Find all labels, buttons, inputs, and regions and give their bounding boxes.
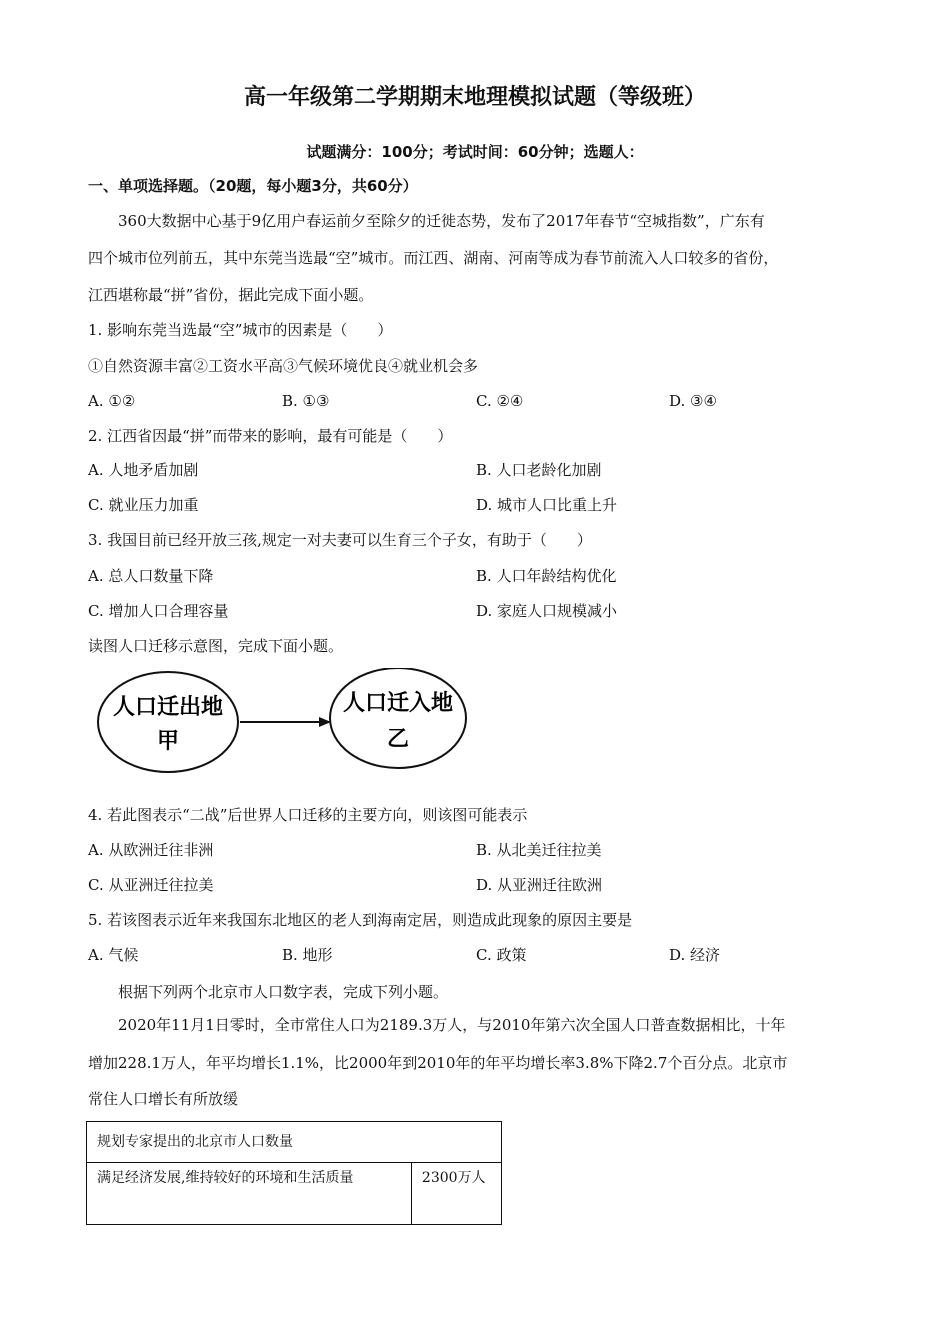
option-c: C. 从亚洲迁往拉美 <box>88 876 214 894</box>
option-b: B. 人口老龄化加剧 <box>476 461 602 479</box>
table-row-label: 满足经济发展,维持较好的环境和生活质量 <box>87 1163 412 1225</box>
question-4: 4. 若此图表示“二战”后世界人口迁移的主要方向，则该图可能表示 <box>88 806 528 824</box>
option-d: D. 家庭人口规模减小 <box>476 602 618 620</box>
question-3: 3. 我国目前已经开放三孩,规定一对夫妻可以生育三个子女，有助于（ ） <box>88 531 592 549</box>
passage-line: 2020年11月1日零时，全市常住人口为2189.3万人，与2010年第六次全国人口普查数据相比，十年 <box>118 1016 786 1034</box>
question-5: 5. 若该图表示近年来我国东北地区的老人到海南定居，则造成此现象的原因主要是 <box>88 911 633 929</box>
origin-ellipse <box>98 672 238 772</box>
origin-name: 甲 <box>156 729 180 754</box>
table-header: 规划专家提出的北京市人口数量 <box>87 1122 502 1163</box>
section-heading: 一、单项选择题。（20题，每小题3分，共60分） <box>88 177 418 195</box>
migration-diagram <box>95 668 475 778</box>
option-a: A. 总人口数量下降 <box>88 567 214 585</box>
passage-line: 常住人口增长有所放缓 <box>88 1090 239 1108</box>
passage-line: 江西堪称最“拼”省份，据此完成下面小题。 <box>88 286 374 304</box>
passage-line: 增加228.1万人，年平均增长1.1%，比2000年到2010年的年平均增长率3.8%下降2.7个百分点。北京市 <box>88 1054 788 1072</box>
table-row-value: 2300万人 <box>411 1163 501 1225</box>
option-b: B. 地形 <box>282 946 333 964</box>
passage-line: 360大数据中心基于9亿用户春运前夕至除夕的迁徙态势，发布了2017年春节“空城指数”，广东有 <box>118 212 765 230</box>
option-d: D. 城市人口比重上升 <box>476 496 618 514</box>
table-intro: 根据下列两个北京市人口数字表，完成下列小题。 <box>118 983 449 1001</box>
option-c: C. 政策 <box>476 946 527 964</box>
destination-label: 人口迁入地 <box>342 691 454 716</box>
option-a: A. 气候 <box>88 946 139 964</box>
option-b: B. ①③ <box>282 392 330 410</box>
option-b: B. 从北美迁往拉美 <box>476 841 602 859</box>
passage-line: 四个城市位列前五，其中东莞当选最“空”城市。而江西、湖南、河南等成为春节前流入人口较多的省份， <box>88 249 779 267</box>
option-c: C. ②④ <box>476 392 524 410</box>
option-b: B. 人口年龄结构优化 <box>476 567 617 585</box>
exam-info: 试题满分：100分；考试时间：60分钟；选题人： <box>306 143 644 161</box>
destination-ellipse <box>330 668 466 768</box>
option-a: A. ①② <box>88 392 136 410</box>
question-1-statements: ①自然资源丰富②工资水平高③气候环境优良④就业机会多 <box>88 357 479 375</box>
population-table <box>86 1121 502 1225</box>
origin-label: 人口迁出地 <box>112 695 224 720</box>
option-d: D. ③④ <box>669 392 717 410</box>
option-a: A. 从欧洲迁往非洲 <box>88 841 214 859</box>
option-d: D. 经济 <box>669 946 721 964</box>
page-title: 高一年级第二学期期末地理模拟试题（等级班） <box>243 85 706 110</box>
diagram-intro: 读图人口迁移示意图，完成下面小题。 <box>88 637 344 655</box>
question-1: 1. 影响东莞当选最“空”城市的因素是（ ） <box>88 321 393 339</box>
option-c: C. 增加人口合理容量 <box>88 602 229 620</box>
option-c: C. 就业压力加重 <box>88 496 199 514</box>
option-d: D. 从亚洲迁往欧洲 <box>476 876 603 894</box>
question-2: 2. 江西省因最“拼”而带来的影响，最有可能是（ ） <box>88 427 453 445</box>
option-a: A. 人地矛盾加剧 <box>88 461 199 479</box>
destination-name: 乙 <box>386 727 410 752</box>
